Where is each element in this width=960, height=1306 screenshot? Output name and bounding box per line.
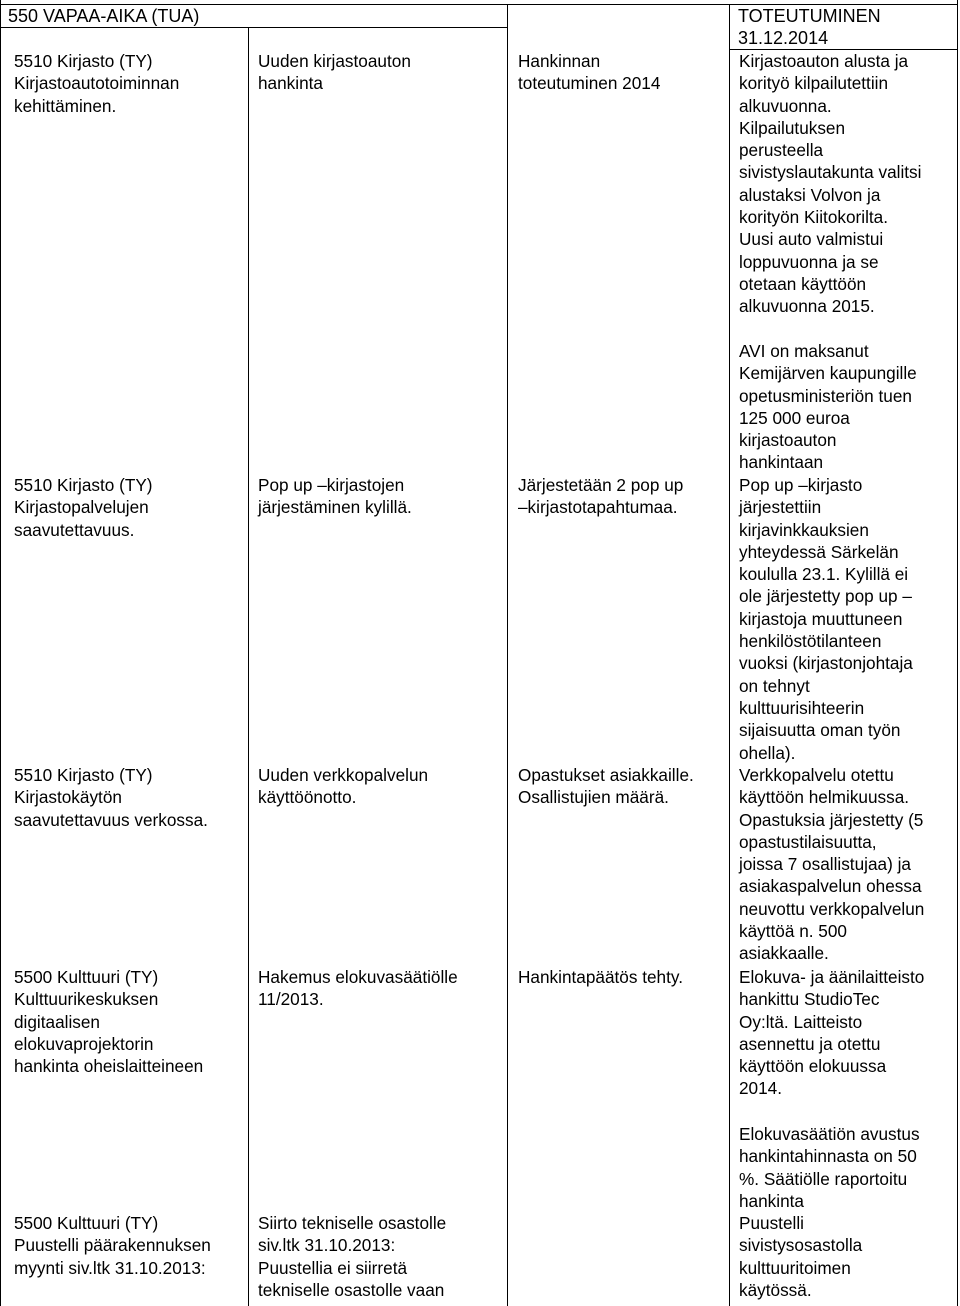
row-7-target: 5500 Kulttuuri (TY) Puustelli päärakennuksen myynti siv.ltk 31.10.2013: [14, 1213, 211, 1278]
row-1-target: 5510 Kirjasto (TY) Kirjastoautotoiminnan kehittäminen. [14, 51, 180, 116]
column-divider-3 [729, 4, 730, 1306]
result-column-heading: TOTEUTUMINEN 31.12.2014 [738, 6, 881, 48]
row-5-target: 5500 Kulttuuri (TY) Kulttuurikeskuksen digitaalisen elokuvaprojektorin hankinta oheislaitteineen [14, 967, 204, 1077]
row-3-measure: Pop up –kirjastojen järjestäminen kylillä. [258, 475, 412, 518]
column-divider-2 [507, 4, 508, 1306]
section-heading: 550 VAPAA-AIKA (TUA) [8, 6, 200, 26]
row-4-indicator: Opastukset asiakkaille. Osallistujien määrä. [518, 765, 694, 808]
row-4-result: Verkkopalvelu otettu käyttöön helmikuussa. Opastuksia järjestetty (5 opastustilaisuutta, joissa 7 osallistujaa) ja asiakaspalvelun ohessa neuvottu verkkopalvelun käyttöä n. 500 asiakkaalle. [739, 765, 925, 964]
row-3-indicator: Järjestetään 2 pop up –kirjastotapahtumaa. [518, 475, 684, 518]
row-3-result: Pop up –kirjasto järjestettiin kirjavinkkauksien yhteydessä Särkelän koululla 23.1. Kylillä ei ole järjestetty pop up – kirjastoja muuttuneen henkilöstötilanteen vuoksi (kirjastonjohtaja on tehnyt kulttuurisihteerin sijaisuutta oman työn ohella). [739, 475, 913, 763]
row-4-target: 5510 Kirjasto (TY) Kirjastokäytön saavutettavuus verkossa. [14, 765, 208, 830]
row-3-target: 5510 Kirjasto (TY) Kirjastopalvelujen saavutettavuus. [14, 475, 153, 540]
row-2-result: AVI on maksanut Kemijärven kaupungille opetusministeriön tuen 125 000 euroa kirjastoauton hankintaan [739, 341, 917, 473]
row-1-result: Kirjastoauton alusta ja korityö kilpailutettiin alkuvuonna. Kilpailutuksen perusteella sivistyslautakunta valitsi alustaksi Volvon ja korityön Kiitokorilta. Uusi auto valmistui loppuvuonna ja se otetaan käyttöön alkuvuonna 2015. [739, 51, 922, 317]
row-1-measure: Uuden kirjastoauton hankinta [258, 51, 411, 94]
row-5-indicator: Hankintapäätös tehty. [518, 967, 683, 987]
row-5-result: Elokuva- ja äänilaitteisto hankittu StudioTec Oy:ltä. Laitteisto asennettu ja otettu käyttöön elokuussa 2014. [739, 967, 925, 1099]
row-1-indicator: Hankinnan toteutuminen 2014 [518, 51, 661, 94]
column-divider-1 [248, 27, 249, 1306]
row-4-measure: Uuden verkkopalvelun käyttöönotto. [258, 765, 429, 808]
row-5-measure: Hakemus elokuvasäätiölle 11/2013. [258, 967, 458, 1010]
header-divider [0, 27, 507, 28]
row-7-measure: Siirto tekniselle osastolle siv.ltk 31.10.2013: Puustellia ei siirretä tekniselle osastolle vaan [258, 1213, 447, 1300]
row-7-result: Puustelli sivistysosastolla kulttuuritoimen käytössä. [739, 1213, 863, 1300]
row-6-result: Elokuvasäätiön avustus hankintahinnasta on 50 %. Säätiölle raportoitu hankinta [739, 1124, 920, 1211]
